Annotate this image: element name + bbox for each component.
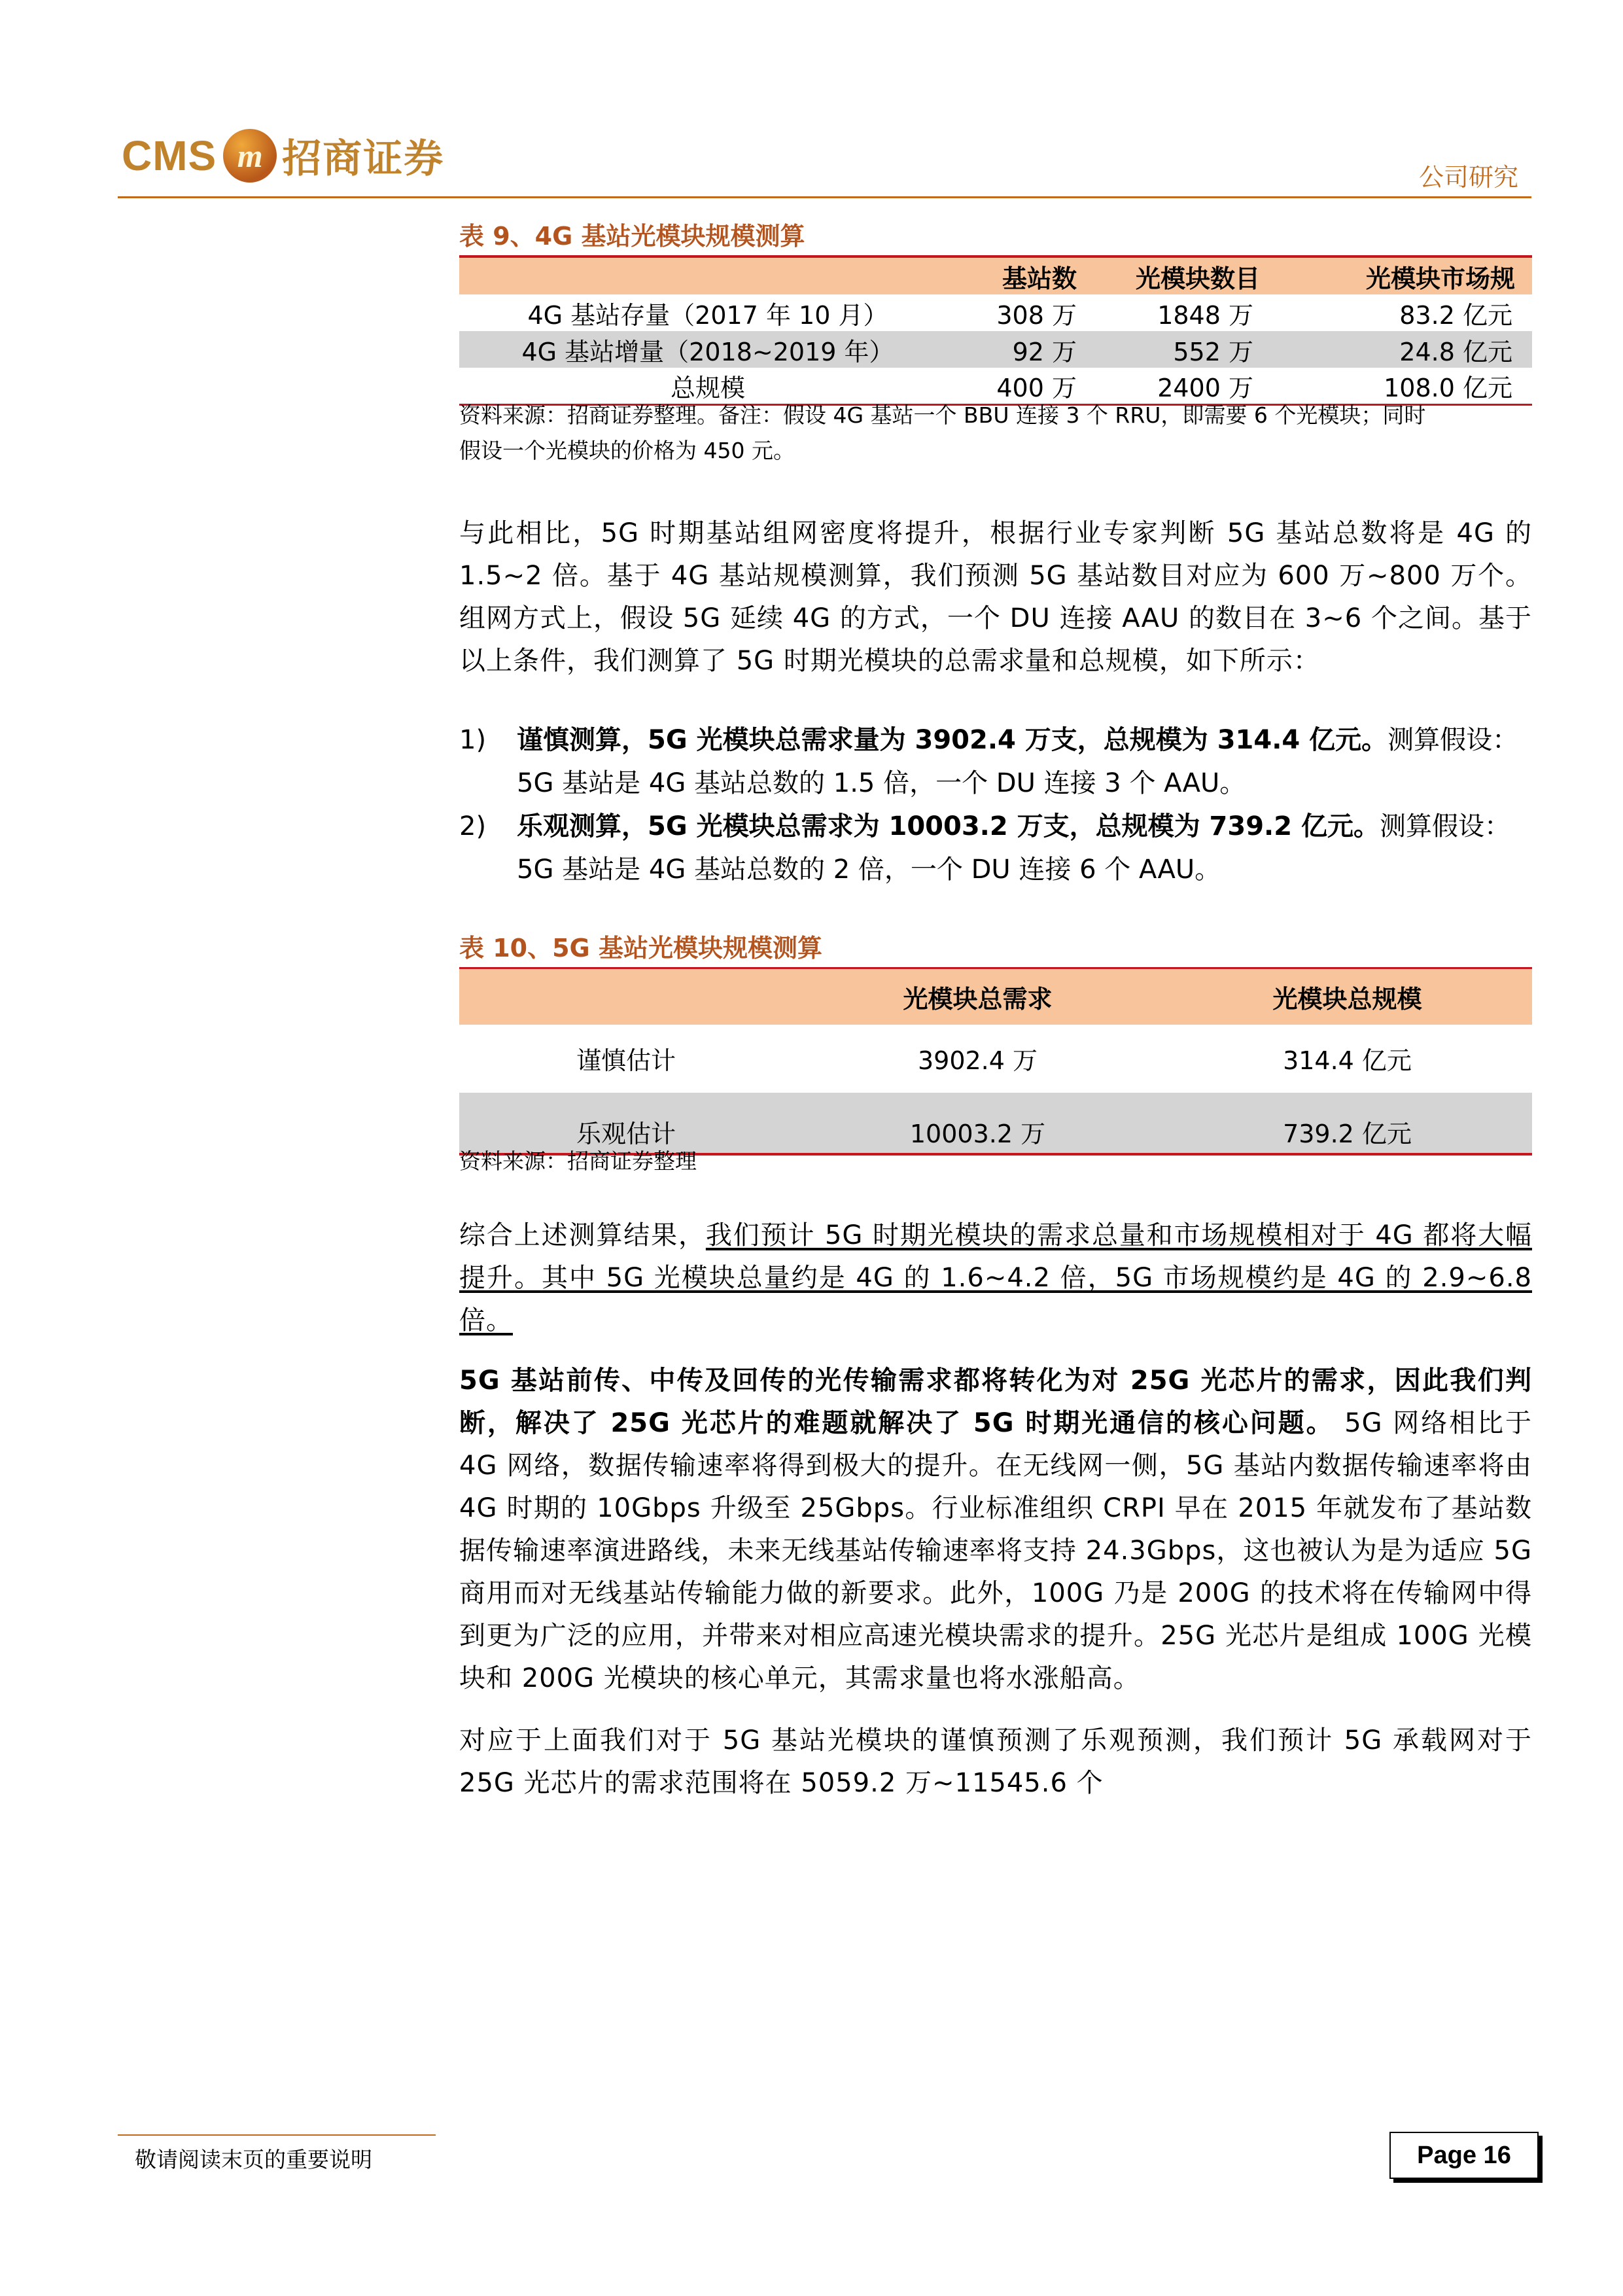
list-text: 测算假设：5G 基站是 4G 基站总数的 1.5 倍，一个 DU 连接 3 个 AAU。 <box>517 725 1519 798</box>
table-cell: 739.2 亿元 <box>1162 1093 1532 1154</box>
table10-source: 资料来源：招商证券整理 <box>459 1148 697 1174</box>
body-paragraph: 对应于上面我们对于 5G 基站光模块的谨慎预测了乐观预测，我们预计 5G 承载网对于 25G 光芯片的需求范围将在 5059.2 万~11545.6 个 <box>459 1725 1532 1798</box>
list-item <box>459 805 1532 891</box>
table-header-cell: 光模块市场规 <box>1365 264 1515 293</box>
table-header-cell <box>459 968 793 1025</box>
list-item <box>459 718 1532 805</box>
table-cell: 总规模 <box>670 374 745 402</box>
table-header-cell: 光模块总需求 <box>903 984 1053 1014</box>
table-cell: 552 万 <box>1173 337 1253 366</box>
table-row <box>459 331 1532 368</box>
table-header-row <box>459 256 1532 294</box>
source-line: 资料来源：招商证券整理。备注：假设 4G 基站一个 BBU 连接 3 个 RRU，即需要 6 个光模块；同时 <box>459 402 1426 428</box>
footer-divider <box>118 2134 436 2136</box>
table-cell: 1848 万 <box>1157 300 1253 330</box>
table-cell: 2400 万 <box>1157 374 1253 402</box>
body-paragraph: 与此相比，5G 时期基站组网密度将提升，根据行业专家判断 5G 基站总数将是 4G 的 1.5~2 倍。基于 4G 基站规模测算，我们预测 5G 基站数目对应为 600 万~800 万个。组网方式上，假设 5G 延续 4G 的方式，一个 DU 连接 AAU 的数目在 3~6 个之间。基于以上条件，我们测算了 5G 时期光模块的总需求量和总规模，如下所示： <box>459 518 1532 676</box>
table-cell: 4G 基站增量（2018~2019 年） <box>521 337 894 366</box>
footer-note: 敬请阅读末页的重要说明 <box>135 2147 372 2172</box>
table-row <box>459 1025 1532 1093</box>
underlined-text: 我们预计 5G 时期光模块的需求总量和市场规模相对于 4G 都将大幅提升。其中 5G 光模块总量约是 4G 的 1.6~4.2 倍，5G 市场规模约是 4G 的 2.9~6.8 倍。 <box>459 1220 1532 1335</box>
table-cell: 92 万 <box>1012 337 1077 366</box>
logo-company-name: 招商证券 <box>282 136 445 182</box>
table-row <box>459 294 1532 331</box>
source-line: 假设一个光模块的价格为 450 元。 <box>459 438 795 463</box>
table9-source <box>459 398 1532 468</box>
table-cell: 10003.2 万 <box>793 1093 1162 1154</box>
table-cell: 3902.4 万 <box>917 1046 1038 1075</box>
header-divider <box>118 196 1531 198</box>
table9 <box>459 255 1532 406</box>
table-header-cell: 基站数 <box>1002 264 1077 293</box>
body-paragraph <box>459 1360 1532 1700</box>
company-logo <box>122 123 444 188</box>
section-label: 公司研究 <box>1418 163 1518 192</box>
table9-title: 表 9、4G 基站光模块规模测算 <box>459 222 805 251</box>
table-cell: 108.0 亿元 <box>1384 374 1512 402</box>
table-cell: 314.4 亿元 <box>1283 1046 1412 1075</box>
table10 <box>459 967 1532 1156</box>
list-number: 1) <box>459 725 487 755</box>
table-header-cell: 光模块总规模 <box>1272 984 1422 1014</box>
table10-title: 表 10、5G 基站光模块规模测算 <box>459 934 822 963</box>
table-cell: 308 万 <box>996 300 1077 330</box>
paragraph-text: 5G 网络相比于 4G 网络，数据传输速率将得到极大的提升。在无线网一侧，5G 基站内数据传输速率将由 4G 时期的 10Gbps 升级至 25Gbps。行业标准组织 CRPI 早在 2015 年就发布了基站数据传输速率演进路线，未来无线基站传输速率将支持 24.3Gbps，这也被认为是为适应 5G 商用而对无线基站传输能力做的新要求。此外，100G 乃是 200G 的技术将在传输网中得到更为广泛的应用，并带来对相应高速光模块需求的提升。25G 光芯片是组成 100G 光模块和 200G 光模块的核心单元，其需求量也将水涨船高。 <box>459 1408 1532 1693</box>
paragraph-lead: 综合上述测算结果， <box>459 1220 706 1250</box>
table-cell: 谨慎估计 <box>576 1046 676 1075</box>
table-header-row <box>459 968 1532 1025</box>
table-cell: 83.2 亿元 <box>1399 300 1512 330</box>
table-header-cell: 光模块数目 <box>1135 264 1260 293</box>
list-bold-text: 谨慎测算，5G 光模块总需求量为 3902.4 万支，总规模为 314.4 亿元。 <box>517 725 1388 755</box>
list-number: 2) <box>459 811 487 841</box>
table-header-cell <box>459 256 956 294</box>
list-text: 测算假设：5G 基站是 4G 基站总数的 2 倍，一个 DU 连接 6 个 AAU。 <box>517 811 1511 885</box>
logo-text: CMS <box>122 132 217 179</box>
table-cell: 4G 基站存量（2017 年 10 月） <box>527 300 888 330</box>
table-cell: 24.8 亿元 <box>1399 337 1512 366</box>
page-number: Page 16 <box>1389 2132 1539 2179</box>
logo-mark-icon: m <box>223 129 277 183</box>
conclusion-paragraph <box>459 1214 1532 1342</box>
list-bold-text: 乐观测算，5G 光模块总需求为 10003.2 万支，总规模为 739.2 亿元。 <box>517 811 1380 841</box>
table-cell: 乐观估计 <box>459 1093 793 1154</box>
estimate-list <box>459 718 1532 891</box>
table-cell: 400 万 <box>996 374 1077 402</box>
bold-text: 5G 基站前传、中传及回传的光传输需求都将转化为对 25G 光芯片的需求，因此我们判断，解决了 25G 光芯片的难题就解决了 5G 时期光通信的核心问题。 <box>459 1366 1532 1438</box>
